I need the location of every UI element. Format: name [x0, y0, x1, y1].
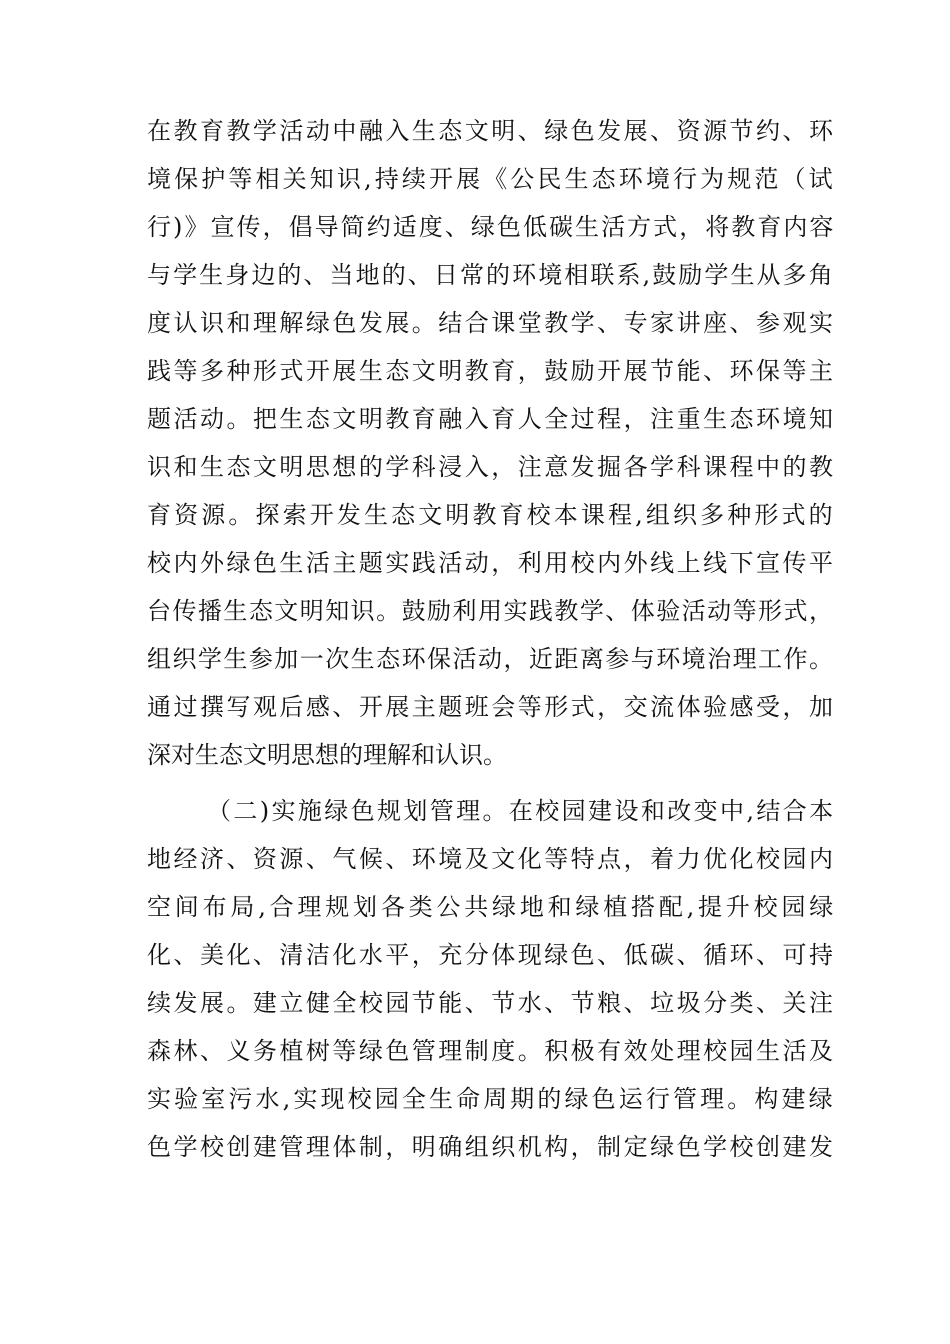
text-line: 行)》宣传，倡导简约适度、绿色低碳生活方式，将教育内容 — [147, 213, 836, 241]
text-line: 化、美化、清洁化水平，充分体现绿色、低碳、循环、可持 — [147, 941, 836, 969]
text-line: 森林、义务植树等绿色管理制度。积极有效处理校园生活及 — [147, 1037, 836, 1065]
text-line: 校内外绿色生活主题实践活动，利用校内外线上线下宣传平 — [147, 549, 836, 577]
text-line: 实验室污水,实现校园全生命周期的绿色运行管理。构建绿 — [147, 1085, 836, 1113]
text-line: 境保护等相关知识,持续开展《公民生态环境行为规范（试 — [147, 165, 836, 193]
text-line: 在教育教学活动中融入生态文明、绿色发展、资源节约、环 — [147, 117, 836, 145]
text-line: 续发展。建立健全校园节能、节水、节粮、垃圾分类、关注 — [147, 989, 836, 1017]
text-line: 育资源。探索开发生态文明教育校本课程,组织多种形式的 — [147, 501, 836, 529]
text-line: 深对生态文明思想的理解和认识。 — [147, 741, 507, 769]
text-line: 践等多种形式开展生态文明教育，鼓励开展节能、环保等主 — [147, 357, 836, 385]
text-line: 地经济、资源、气候、环境及文化等特点，着力优化校园内 — [147, 845, 836, 873]
text-line: 度认识和理解绿色发展。结合课堂教学、专家讲座、参观实 — [147, 309, 836, 337]
text-line: 识和生态文明思想的学科浸入，注意发掘各学科课程中的教 — [147, 453, 836, 481]
text-line: 题活动。把生态文明教育融入育人全过程，注重生态环境知 — [147, 405, 836, 433]
text-line: （二)实施绿色规划管理。在校园建设和改变中,结合本 — [207, 797, 836, 825]
text-line: 组织学生参加一次生态环保活动，近距离参与环境治理工作。 — [147, 645, 835, 673]
text-line: 台传播生态文明知识。鼓励利用实践教学、体验活动等形式， — [147, 597, 835, 625]
text-line: 与学生身边的、当地的、日常的环境相联系,鼓励学生从多角 — [147, 261, 835, 289]
text-line: 空间布局,合理规划各类公共绿地和绿植搭配,提升校园绿 — [147, 893, 838, 921]
text-line: 色学校创建管理体制，明确组织机构，制定绿色学校创建发 — [147, 1133, 836, 1161]
text-line: 通过撰写观后感、开展主题班会等形式，交流体验感受，加 — [147, 693, 836, 721]
